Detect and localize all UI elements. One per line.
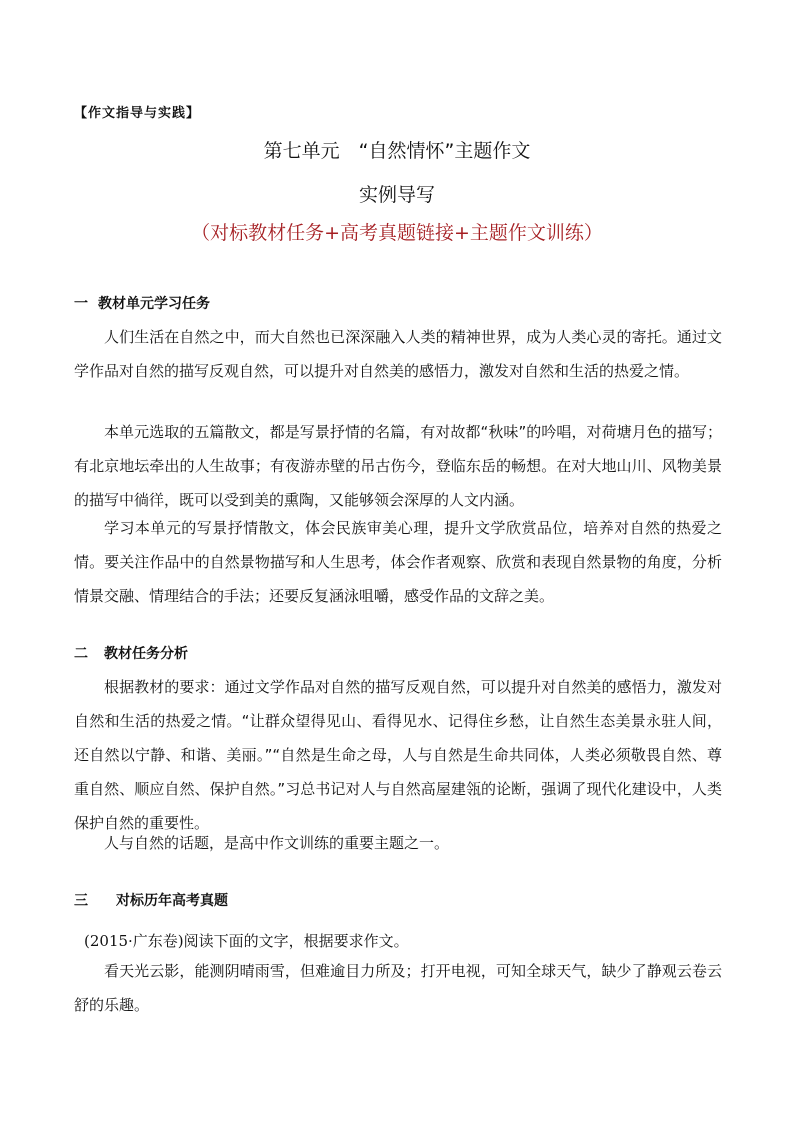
paragraph: 根据教材的要求：通过文学作品对自然的描写反观自然，可以提升对自然美的感悟力，激发对自然和生活的热爱之情。“让群众望得见山、看得见水、记得住乡愁，让自然生态美景永驻人间，还自然以宁静、和谐、美丽。”“自然是生命之母，人与自然是生命共同体，人类必须敬畏自然、尊重自然、顺应自然、保护自然。”习总书记对人与自然高屋建瓴的论断，强调了现代化建设中，人类保护自然的重要性。: [74, 678, 722, 832]
paragraph: 学习本单元的写景抒情散文，体会民族审美心理，提升文学欣赏品位，培养对自然的热爱之情。要关注作品中的自然景物描写和人生思考，体会作者观察、欣赏和表现自然景物的角度，分析情景交融、情理结合的手法；还要反复涵泳咀嚼，感受作品的文辞之美。: [74, 519, 722, 605]
paragraph: 本单元选取的五篇散文，都是写景抒情的名篇，有对故都“秋味”的吟唱，对荷塘月色的描写；有北京地坛牵出的人生故事；有夜游赤壁的吊古伤今，登临东岳的畅想。在对大地山川、风物美景的描写中徜徉，既可以受到美的熏陶，又能够领会深厚的人文内涵。: [74, 423, 722, 509]
section-heading-3: [74, 890, 228, 910]
section-number: 二: [74, 646, 88, 662]
page-subtitle: 实例导写: [358, 184, 435, 206]
section-title: 教材单元学习任务: [98, 296, 210, 312]
section-title: 对标历年高考真题: [116, 893, 228, 909]
section-number: 一: [74, 296, 88, 312]
paragraph: 人与自然的话题，是高中作文训练的重要主题之一。: [104, 834, 450, 852]
section-heading-1: [74, 293, 210, 313]
page-title: 第七单元 “自然情怀”主题作文: [263, 140, 531, 162]
section-heading-2: [74, 643, 188, 663]
section-tag: 【作文指导与实践】: [74, 106, 201, 121]
section-number: 三: [74, 893, 88, 909]
section-title: 教材任务分析: [104, 646, 188, 662]
paragraph: 看天光云影，能测阴晴雨雪，但难逾目力所及；打开电视，可知全球天气，缺少了静观云卷云舒的乐趣。: [74, 962, 722, 1014]
page-subtitle-red: （对标教材任务+高考真题链接+主题作文训练）: [191, 222, 603, 244]
source-line: (2015·广东卷)阅读下面的文字，根据要求作文。: [84, 932, 409, 950]
paragraph: 人们生活在自然之中，而大自然也已深深融入人类的精神世界，成为人类心灵的寄托。通过文学作品对自然的描写反观自然，可以提升对自然美的感悟力，激发对自然和生活的热爱之情。: [74, 328, 722, 380]
